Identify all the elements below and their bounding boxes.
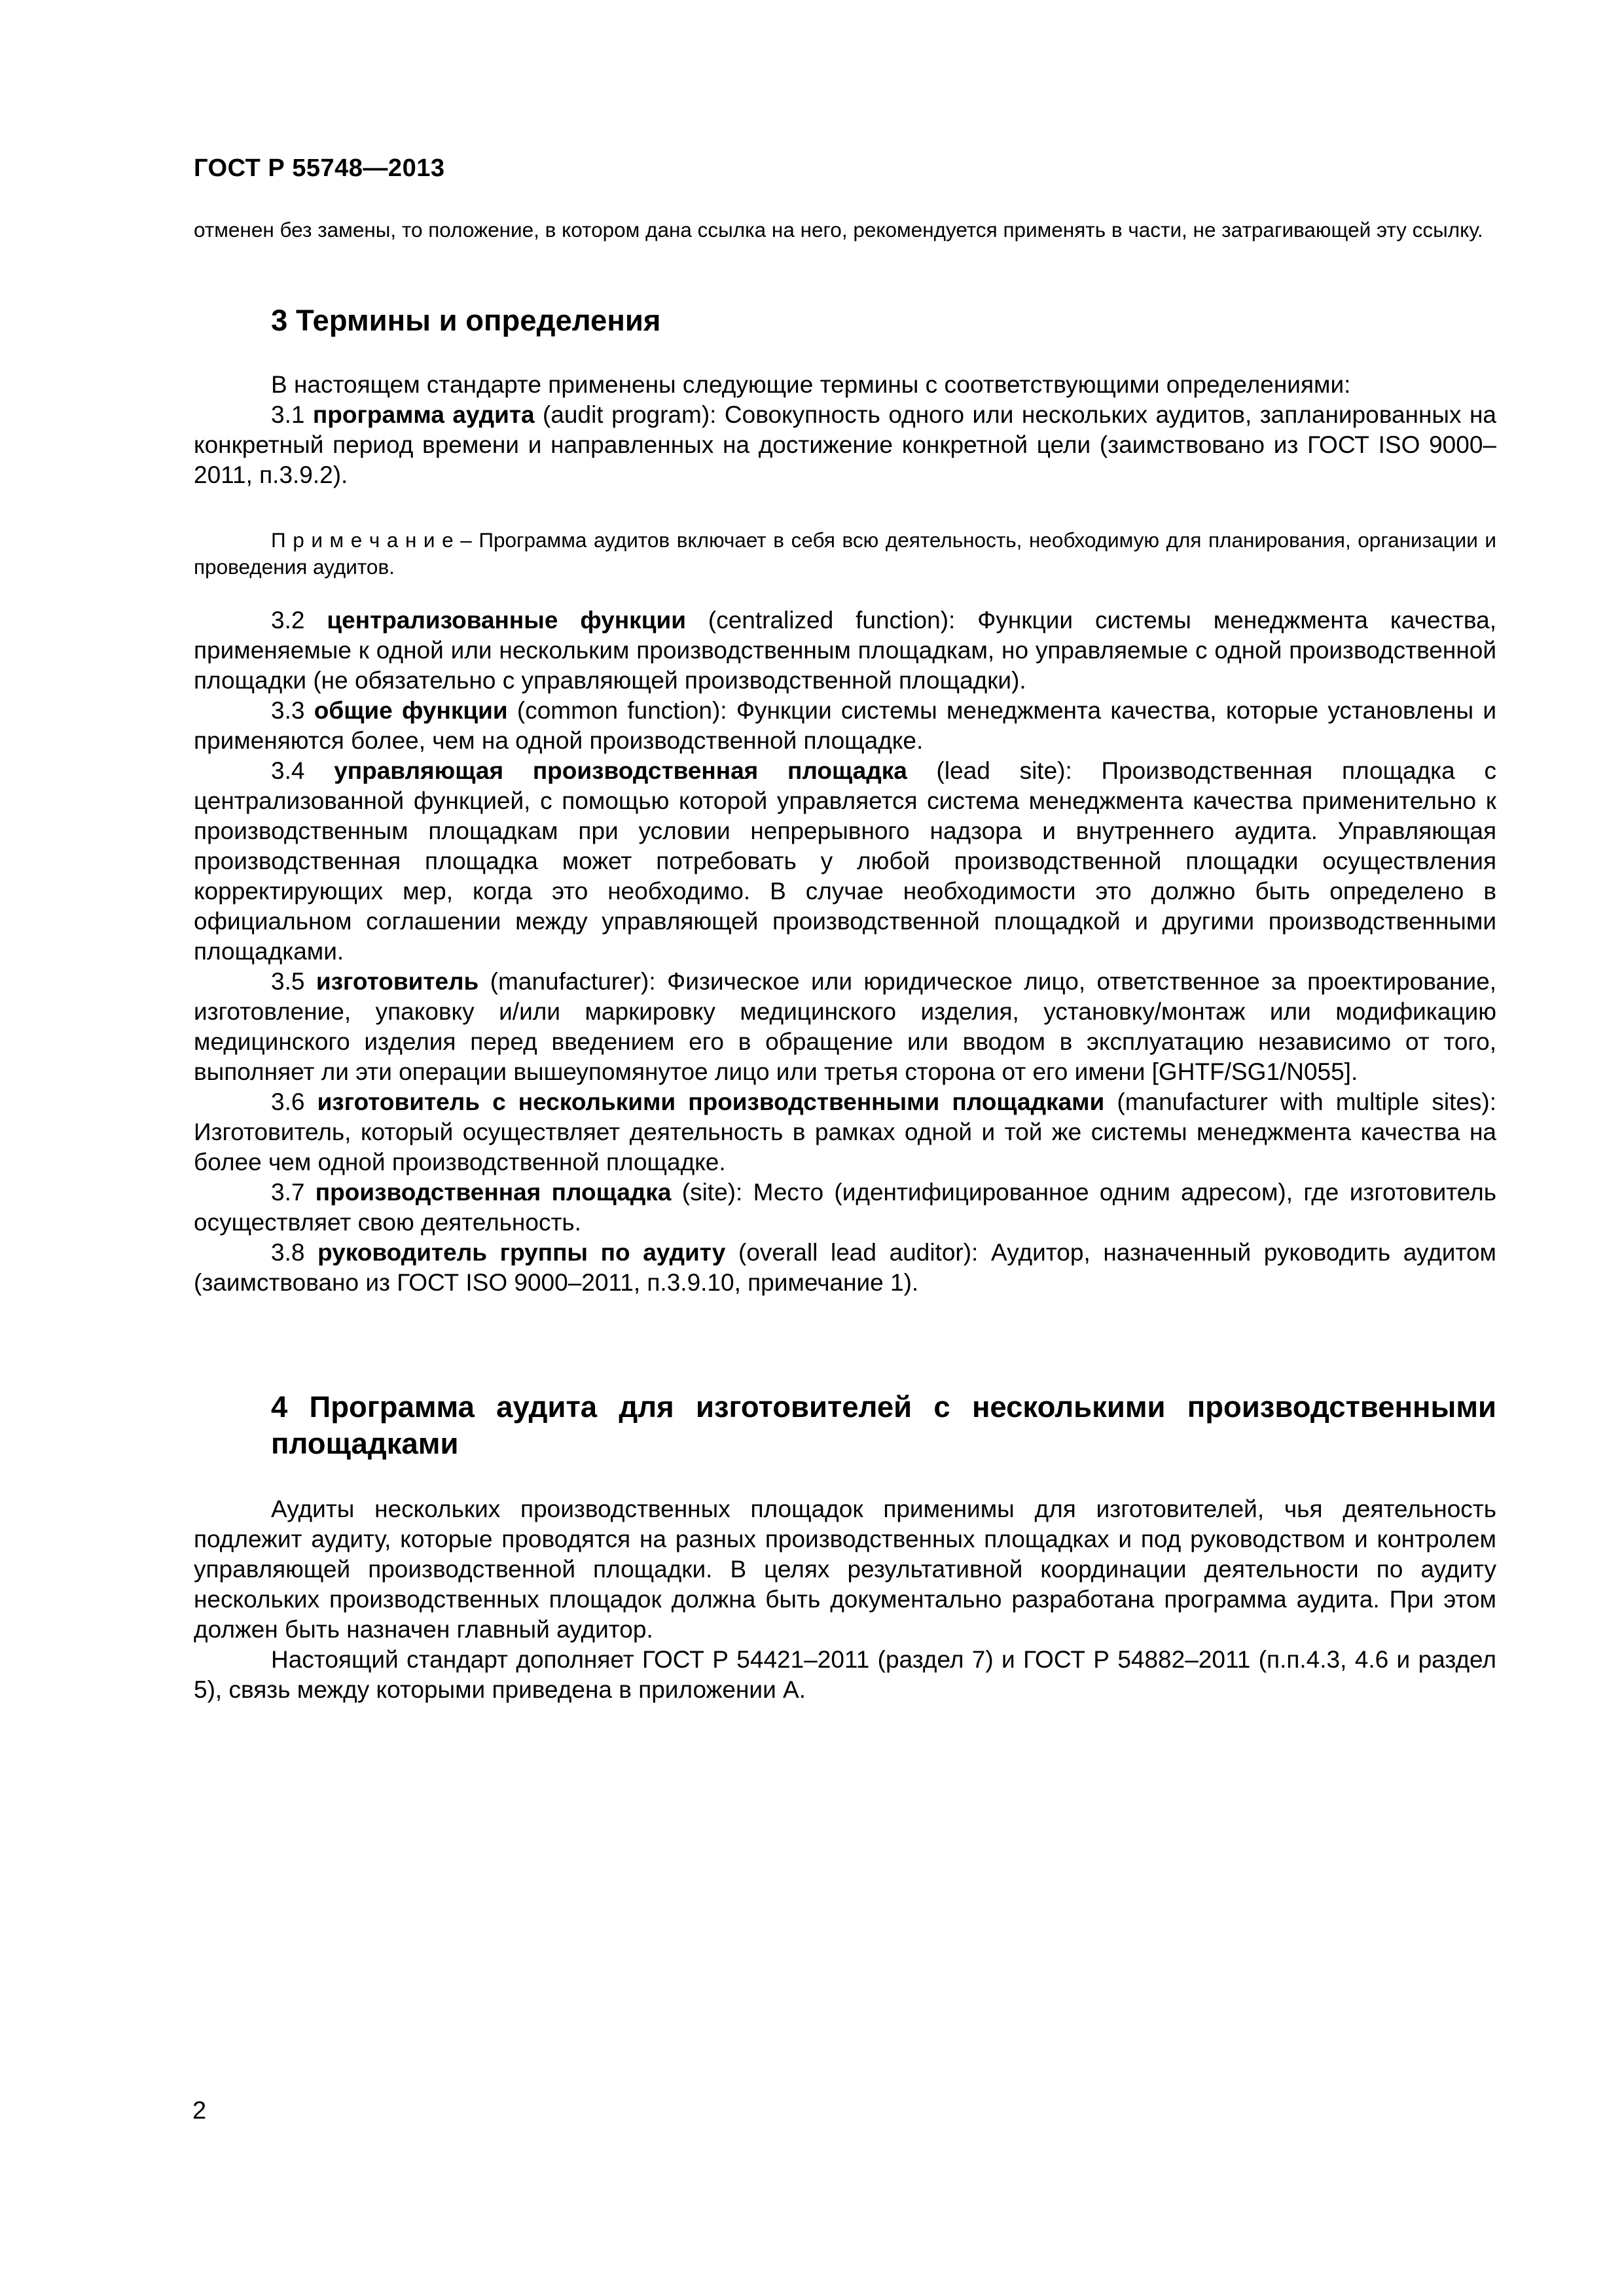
term-number: 3.5 [271,968,305,995]
term-name: производственная площадка [315,1179,672,1206]
term-name: программа аудита [312,401,535,428]
term-definition: (centralized function): Функции системы менеджмента качества, применяемые к одной или нескольким производственным площадкам, но управляемые с одной производственной площадки (не обязательно с управляющей производственной площадки). [194,607,1496,694]
note-block [194,527,1496,581]
intro-paragraph: отменен без замены, то положение, в котором дана ссылка на него, рекомендуется применять в части, не затрагивающей эту ссылку. [194,218,1483,242]
term-number: 3.2 [271,607,305,634]
term-3-6 [194,1087,1496,1177]
term-name: управляющая производственная площадка [334,757,907,784]
section-4-title: 4 Программа аудита для изготовителей с несколькими производственными площадками [271,1390,1496,1460]
term-3-3 [194,696,1496,756]
term-3-5 [194,967,1496,1087]
term-number: 3.8 [271,1239,305,1266]
term-definition: (manufacturer): Физическое или юридическое лицо, ответственное за проектирование, изготовление, упаковку и/или маркировку медицинского изделия, установку/монтаж или модификацию медицинского изделия перед введением его в обращение или вводом в эксплуатацию независимо от того, выполняет ли эти операции вышеупомянутое лицо или третья сторона от его имени [GHTF/SG1/N055]. [194,968,1496,1085]
term-name: общие функции [314,697,508,724]
term-definition: (common function): Функции системы менеджмента качества, которые установлены и применяются более, чем на одной производственной площадке. [194,697,1496,754]
term-name: изготовитель [316,968,479,995]
term-3-7 [194,1177,1496,1238]
note-text: – Программа аудитов включает в себя всю деятельность, необходимую для планирования, организации и проведения аудитов. [194,528,1496,579]
term-name: централизованные функции [327,607,686,634]
term-number: 3.3 [271,697,305,724]
section-3-heading-block [194,302,1496,339]
document-code-header: ГОСТ Р 55748—2013 [194,154,445,182]
section-4-body [194,1494,1496,1705]
term-definition: (site): Место (идентифицированное одним адресом), где изготовитель осуществляет свою деятельность. [194,1179,1496,1236]
term-number: 3.6 [271,1088,305,1115]
term-definition: (manufacturer with multiple sites): Изготовитель, который осуществляет деятельность в рамках одной и той же системы менеджмента качества на более чем одной производственной площадке. [194,1088,1497,1175]
page-number: 2 [192,2097,207,2125]
term-3-2 [194,605,1496,696]
term-definition: (overall lead auditor): Аудитор, назначенный руководить аудитом (заимствовано из ГОСТ ISO 9000–2011, п.3.9.10, примечание 1). [194,1239,1496,1296]
term-number: 3.1 [271,401,305,428]
section-3-body [194,370,1496,490]
intro-block [194,217,1496,243]
term-definition: (audit program): Совокупность одного или нескольких аудитов, запланированных на конкретный период времени и направленных на достижение конкретной цели (заимствовано из ГОСТ ISO 9000–2011, п.3.9.2). [194,401,1496,488]
note-paragraph [194,527,1496,581]
section-3-title: 3 Термины и определения [271,304,661,337]
term-number: 3.4 [271,757,305,784]
term-name: руководитель группы по аудиту [317,1239,726,1266]
section-3-lead: В настоящем стандарте применены следующие термины с соответствующими определениями: [271,371,1351,398]
section-4-heading-block [194,1389,1496,1462]
term-3-4 [194,756,1496,967]
term-number: 3.7 [271,1179,305,1206]
section-4-paragraph-1: Аудиты нескольких производственных площадок применимы для изготовителей, чья деятельность подлежит аудиту, которые проводятся на разных производственных площадках и под руководством и контролем управляющей производственной площадки. В целях результативной координации деятельности по аудиту нескольких производственных площадок должна быть документально разработана программа аудита. При этом должен быть назначен главный аудитор. [194,1496,1496,1643]
terms-list [194,605,1496,1298]
section-4-paragraph-2: Настоящий стандарт дополняет ГОСТ Р 54421–2011 (раздел 7) и ГОСТ Р 54882–2011 (п.п.4.3, 4.6 и раздел 5), связь между которыми приведена в приложении А. [194,1646,1496,1703]
term-3-1 [194,400,1496,490]
term-definition: (lead site): Производственная площадка с централизованной функцией, с помощью которой управляется система менеджмента качества применительно к производственным площадкам при условии непрерывного надзора и внутреннего аудита. Управляющая производственная площадка может потребовать у любой производственной площадки осуществления корректирующих мер, когда это необходимо. В случае необходимости это должно быть определено в официальном соглашении между управляющей производственной площадкой и другими производственными площадками. [194,757,1496,965]
term-3-8 [194,1238,1496,1298]
note-label: П р и м е ч а н и е [271,528,454,552]
term-name: изготовитель с несколькими производственными площадками [317,1088,1105,1115]
